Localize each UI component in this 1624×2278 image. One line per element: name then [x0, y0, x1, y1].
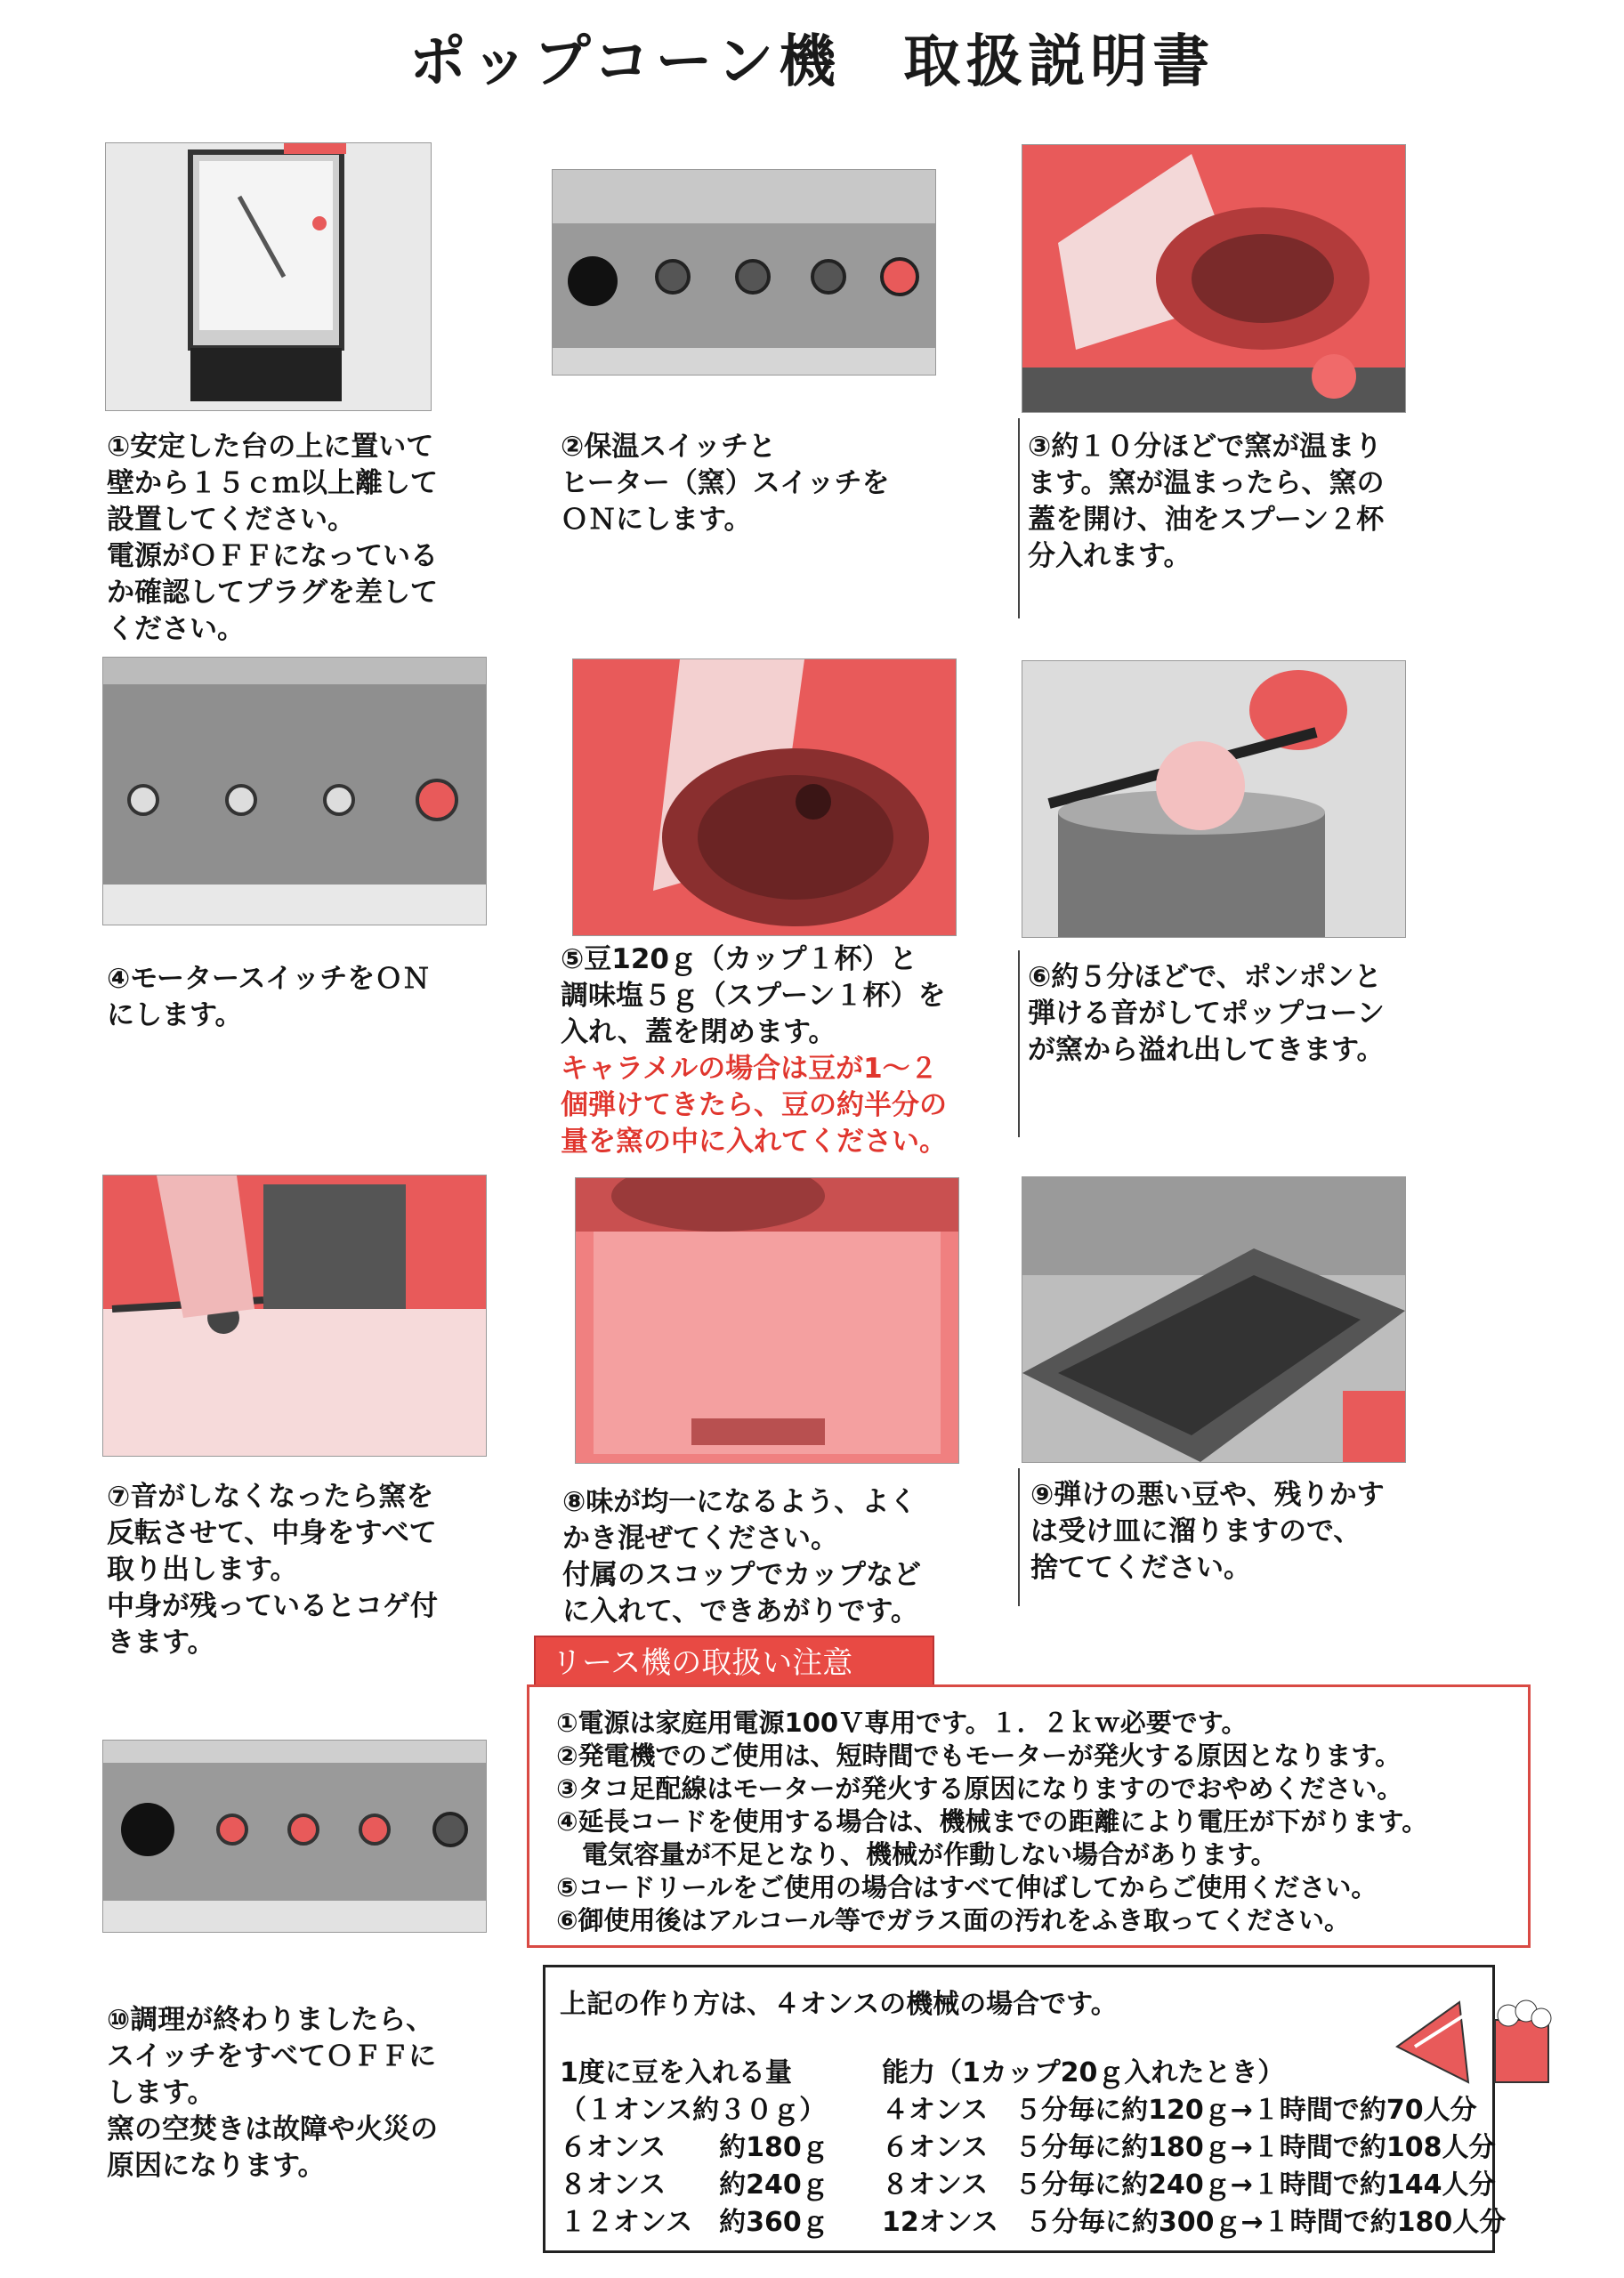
caramel-note: キャラメルの場合は豆が1～２ — [561, 1053, 938, 1085]
step-8-caption: ⑧味が均一になるよう、よく かき混ぜてください。 付属のスコップでカップなど に入れて、できあがりです。 — [562, 1486, 921, 1628]
popcorn-cup-illustration — [1388, 1949, 1566, 2091]
bean-amount-table: 1度に豆を入れる量 （１オンス約３０ｇ） ６オンス 約180ｇ ８オンス 約240ｇ １２オンス 約360ｇ — [560, 2057, 828, 2238]
capacity-box — [543, 1965, 1507, 2253]
step-6-caption: ⑥約５分ほどで、ポンポンと 弾ける音がしてポップコーン が窯から溢れ出してきます。 — [1028, 961, 1385, 1066]
step-10-caption: ⑩調理が終わりましたら、 スイッチをすべてＯＦＦに します。 窯の空焚きは故障や火災の 原因になります。 — [107, 2004, 438, 2182]
motor-switch-photo — [102, 657, 487, 925]
step-1-caption: ①安定した台の上に置いて 壁から１５ｃｍ以上離して 設置してください。 電源がＯＦＦになっている か確認してプラグを差して ください。 — [107, 431, 438, 645]
notice-title: リース機の取扱い注意 — [534, 1636, 934, 1687]
kettle-tilt-photo — [102, 1175, 487, 1457]
step-5-caption: ⑤豆120ｇ（カップ１杯）と 調味塩５ｇ（スプーン１杯）を 入れ、蓋を閉めます。 キャラメルの場合は豆が1～２ 個弾けてきたら、豆の約半分の 量を窯の中に入れてください。 — [561, 943, 947, 1158]
step-3-divider — [1018, 418, 1020, 618]
switch-panel-photo — [552, 169, 936, 376]
kettle-corn-photo — [572, 658, 957, 936]
step-6-divider — [1018, 950, 1020, 1137]
tray-photo — [1022, 1176, 1406, 1463]
popping-kettle-photo — [1022, 660, 1406, 938]
step-7-caption: ⑦音がしなくなったら窯を 反転させて、中身をすべて 取り出します。 中身が残っているとコゲ付 きます。 — [107, 1481, 438, 1659]
step-2-caption: ②保温スイッチと ヒーター（窯）スイッチを ＯＮにします。 — [561, 431, 890, 536]
popcorn-machine-front-photo — [105, 142, 432, 411]
step-9-divider — [1018, 1468, 1020, 1606]
lease-notice: ①電源は家庭用電源100Ｖ専用です。１．２ｋｗ必要です。 ②発電機でのご使用は、短時間でもモーターが発火する原因となります。 ③タコ足配線はモーターが発火する原因になりますのでおやめください。 ④延長コードを使用する場合は、機械までの距離により電圧が下がります。 電気容量が不足となり、機械が作動しない場合があります。 ⑤コードリールをご使用の場合はすべて伸ばしてからご使用ください。 ⑥御使用後はアルコール等でガラス面の汚れをふき取ってください。 — [527, 1684, 1531, 1948]
step-9-caption: ⑨弾けの悪い豆や、残りかす は受け皿に溜りますので、 捨ててください。 — [1030, 1479, 1385, 1584]
step-3-caption: ③約１０分ほどで窯が温まり ます。窯が温まったら、窯の 蓋を開け、油をスプーン２杯 分入れます。 — [1028, 431, 1385, 572]
switches-off-photo — [102, 1740, 487, 1933]
step-4-caption: ④モータースイッチをＯＮ にします。 — [107, 963, 431, 1031]
capacity-intro: 上記の作り方は、４オンスの機械の場合です。 — [560, 1989, 1118, 2020]
page-title: ポップコーン機 取扱説明書 — [408, 29, 1216, 95]
popcorn-pile-photo — [575, 1177, 959, 1464]
kettle-oil-photo — [1022, 144, 1406, 413]
capacity-table: 能力（1カップ20ｇ入れたとき） ４オンス ５分毎に約120ｇ→１時間で約70人分 ６オンス ５分毎に約180ｇ→１時間で約108人分 ８オンス ５分毎に約240ｇ→１時間で約144人分 12オンス ５分毎に約300ｇ→１時間で約180人分 — [882, 2057, 1507, 2238]
